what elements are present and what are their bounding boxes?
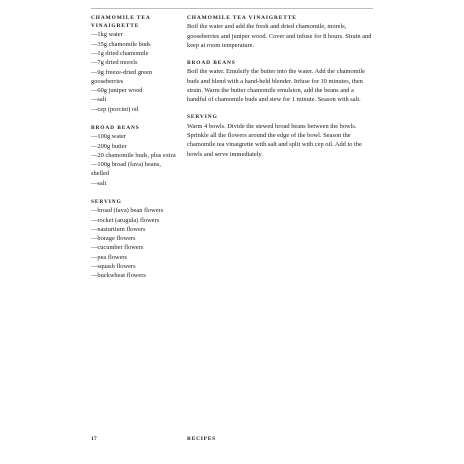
ingredients-section-broad-beans (91, 124, 179, 188)
method-paragraph: Boil the water. Emulsify the butter into the water. Add the chamomile buds and blend with a hand-held blender. Infuse for 10 minutes, then strain. Warm the butter chamomile emulsion, add the beans and a handful of chamomile buds and stew for 1 minute. Season with salt. (187, 68, 366, 104)
ingredient-item: —salt (91, 96, 107, 104)
ingredient-item: —nasturtium flowers (91, 225, 146, 233)
ingredient-item: —7g dried morels (91, 59, 138, 67)
ingredient-item: —broad (fava) bean flowers (91, 207, 164, 215)
section-heading: BROAD BEANS (91, 125, 140, 132)
ingredient-item: —borage flowers (91, 235, 136, 243)
ingredient-item: —35g chamomile buds (91, 40, 151, 48)
ingredient-item: —200g butter (91, 142, 127, 150)
ingredient-item: —60g juniper wood (91, 87, 143, 95)
ingredient-item: —salt (91, 179, 107, 187)
ingredient-item: —20 chamomile buds, plus extra (91, 151, 176, 159)
ingredient-item: —squash flowers (91, 263, 136, 271)
ingredients-column (91, 14, 179, 291)
method-section-vinaigrette (187, 14, 373, 50)
method-paragraph: Boil the water and add the fresh and dried chamomile, morels, gooseberries and juniper wood. Cover and infuse for 8 hours. Strain and keep at room temperature. (187, 23, 372, 49)
top-rule (91, 8, 373, 9)
method-paragraph: Warm 4 bowls. Divide the stewed broad beans between the bowls. Sprinkle all the flowers around the edge of the bowl. Season the chamomile tea vinaigrette with salt and split with cep oil. Add to the bowls and serve immediately. (187, 122, 362, 158)
page-number: 17 (91, 436, 97, 442)
ingredients-section-serving (91, 198, 179, 281)
ingredient-item: —1g dried chamomile (91, 50, 149, 57)
ingredient-item: —100g water (91, 133, 126, 141)
section-heading: SERVING (91, 199, 122, 206)
ingredient-item: —cucumber flowers (91, 244, 144, 252)
method-column (187, 14, 373, 168)
ingredient-item: —buckwheat flowers (91, 272, 146, 280)
ingredient-item: —pea flowers (91, 253, 128, 261)
ingredient-item: —100g broad (fava) beans, shelled (91, 161, 161, 178)
section-heading: CHAMOMILE TEA VINAIGRETTE (187, 15, 297, 21)
section-heading: SERVING (187, 114, 218, 121)
method-section-serving (187, 113, 373, 158)
ingredient-list (91, 30, 179, 114)
running-title: RECIPES (187, 436, 216, 442)
section-heading: BROAD BEANS (187, 60, 236, 67)
ingredient-item: —cep (porcini) oil (91, 105, 139, 113)
ingredients-section-vinaigrette (91, 14, 179, 114)
ingredient-list (91, 206, 179, 280)
ingredient-item: —1kg water (91, 31, 123, 39)
ingredient-item: —rocket (arugula) flowers (91, 216, 160, 224)
ingredient-item: —9g freeze-dried green gooseberries (91, 68, 153, 85)
ingredient-list (91, 132, 179, 188)
method-section-broad-beans (187, 59, 373, 104)
section-heading: CHAMOMILE TEA VINAIGRETTE (91, 15, 151, 30)
